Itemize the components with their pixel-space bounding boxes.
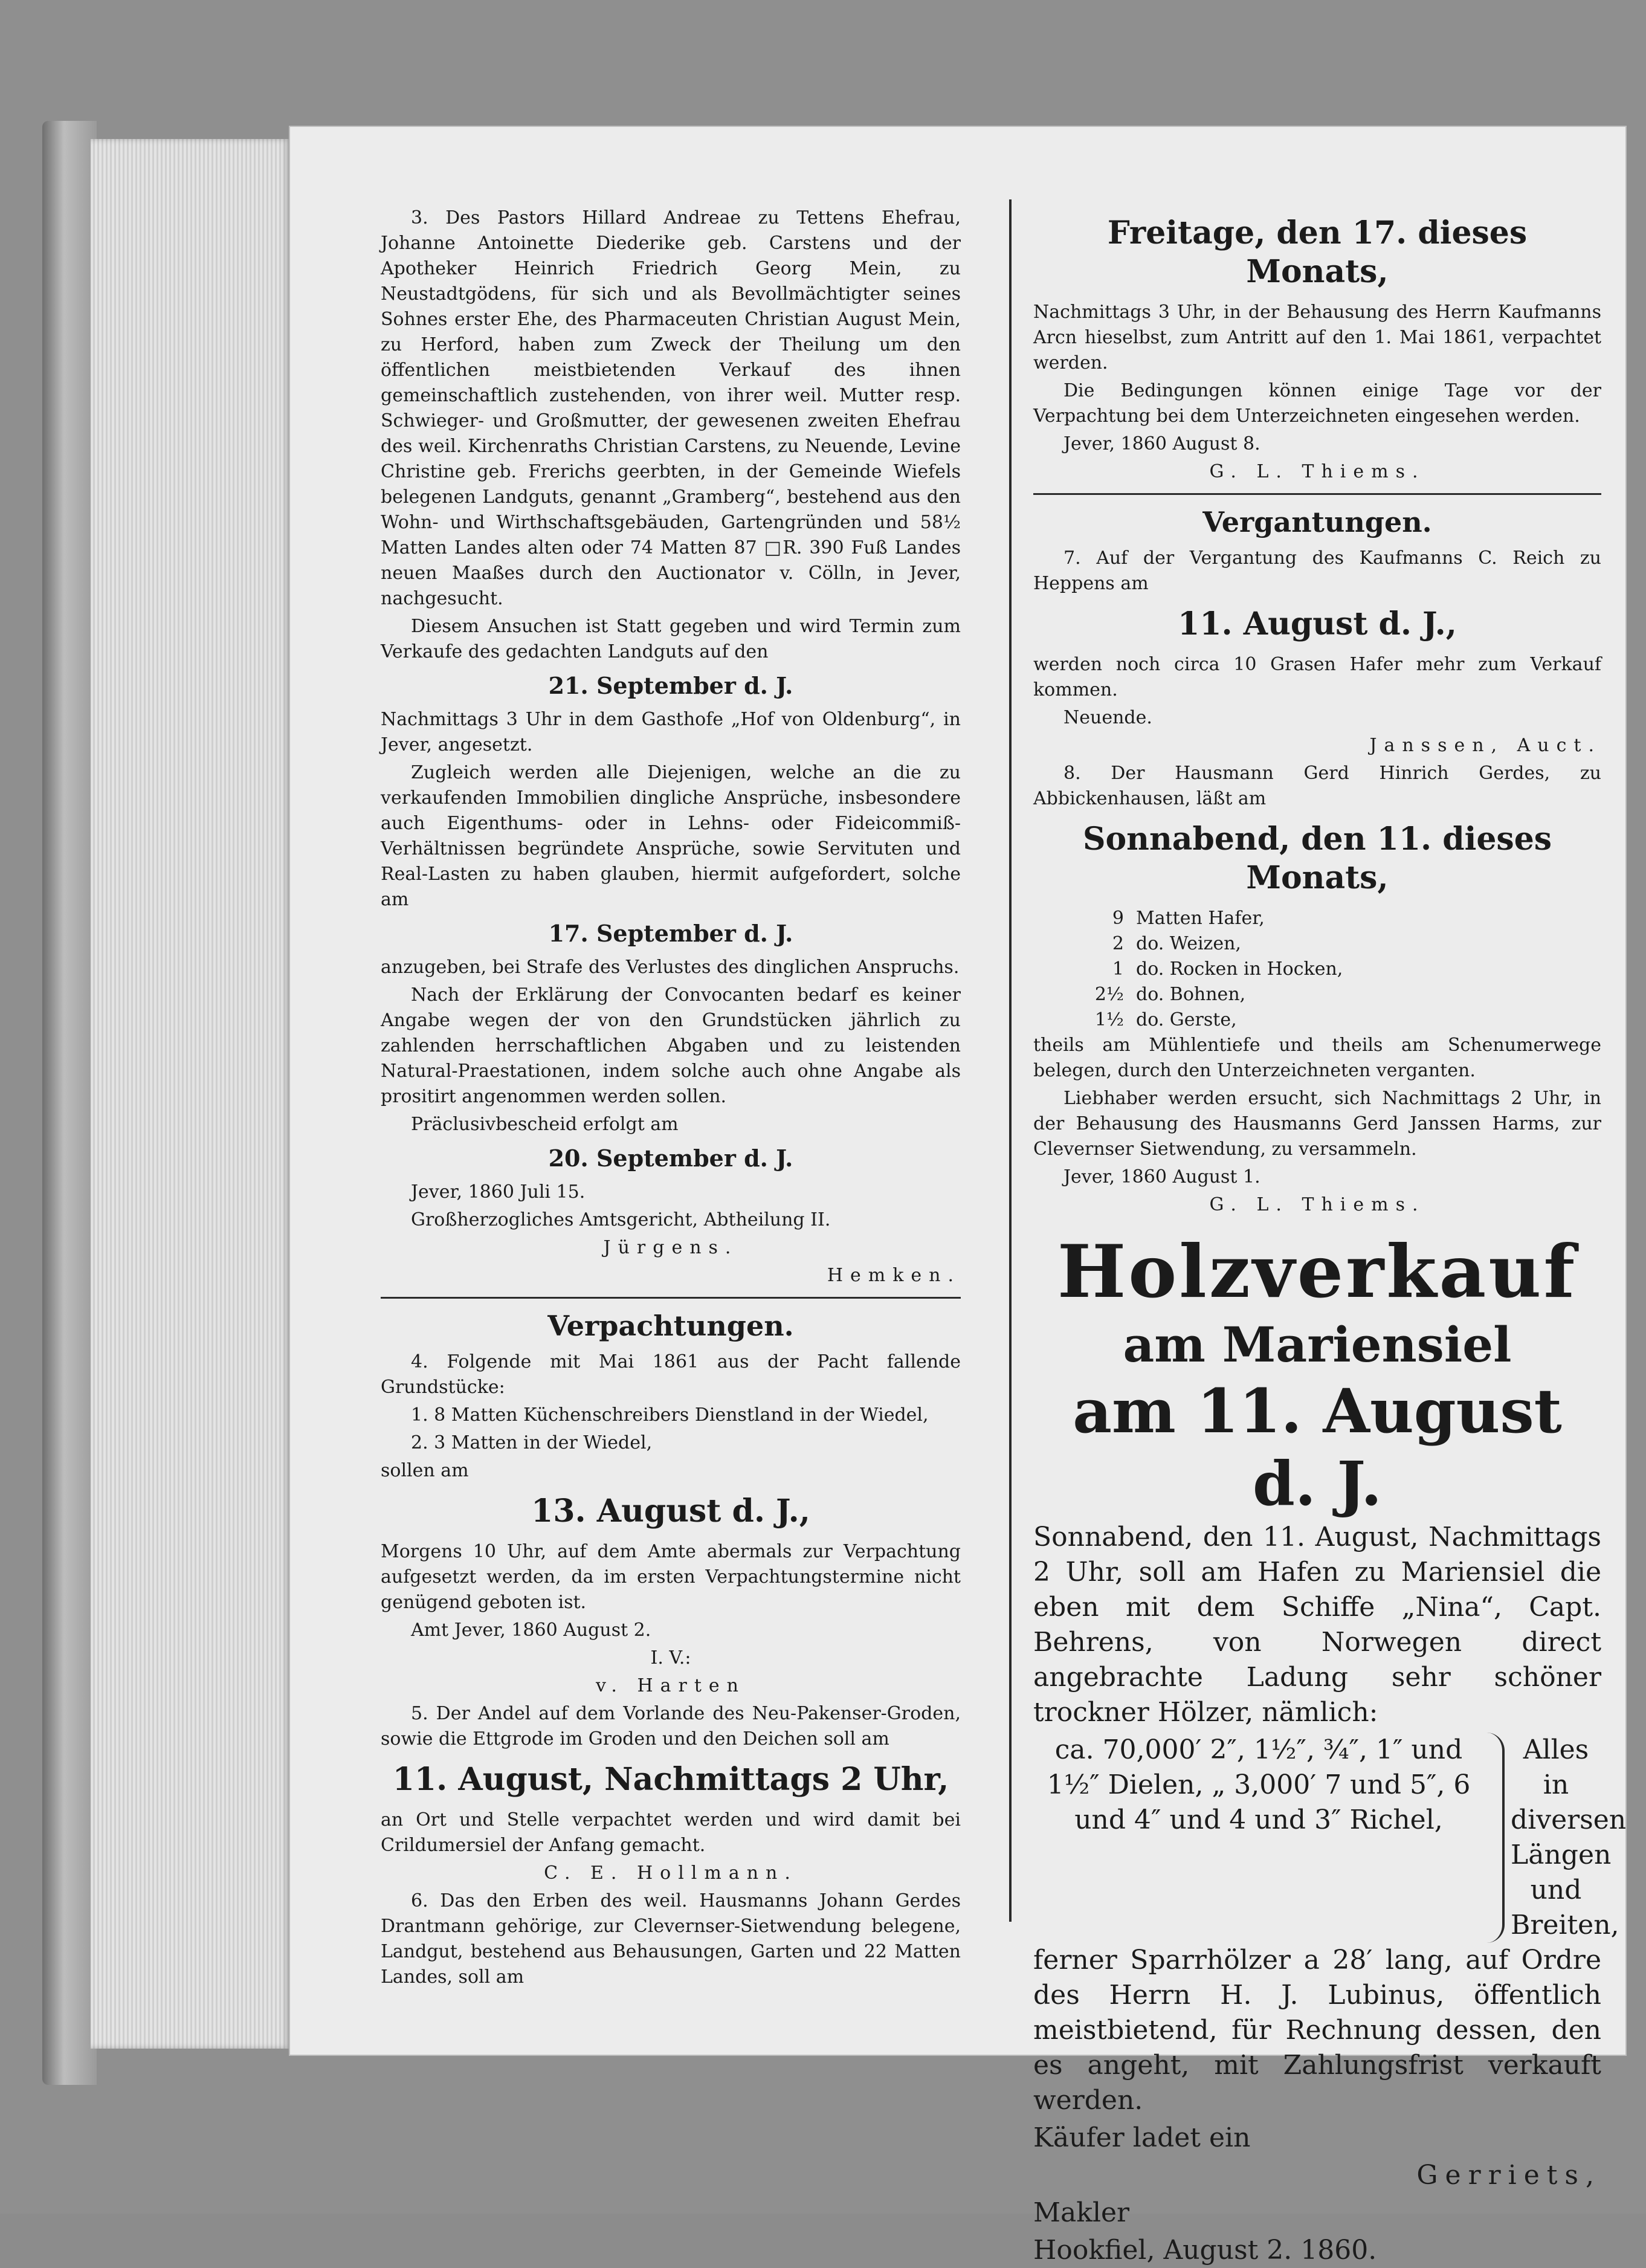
item8-place: Jever, 1860 August 1. [1063, 1166, 1260, 1187]
item8-body2: theils am Mühlentiefe und theils am Schenumerwege belegen, durch den Unterzeichneten verganten. [1033, 1035, 1601, 1081]
newspaper-page [290, 127, 1627, 2266]
item3-place: Jever, 1860 Juli 15. [411, 1181, 586, 1203]
item8-body3: Liebhaber werden ersucht, sich Nachmittags 2 Uhr, in der Behausung des Hausmanns Gerd Janssen Harms, zur Clevernser Sietwendung, zu versammeln. [1033, 1088, 1601, 1160]
holzverkauf-buyer: Käufer ladet ein [1033, 2122, 1251, 2153]
item8-list-text: do. Weizen, [1136, 933, 1241, 954]
item3-date2: 17. September d. J. [548, 920, 793, 947]
right-top-place: Jever, 1860 August 8. [1063, 433, 1260, 454]
item8-list-row [1033, 982, 1601, 1007]
item7-place: Neuende. [1063, 707, 1152, 728]
item4-iv: I. V.: [650, 1647, 691, 1669]
item8-list-row [1033, 931, 1601, 957]
right-top-date: Freitage, den 17. dieses Monats, [1107, 215, 1528, 290]
item4-sig: v. Harten [596, 1675, 746, 1696]
item8-list-text: do. Bohnen, [1136, 984, 1246, 1005]
holzverkauf-body2: ferner Sparrhölzer a 28′ lang, auf Ordre des Herrn H. J. Lubinus, öffentlich meistbietend, für Rechnung dessen, den es angeht, mit Zahlungsfrist verkauft werden. [1033, 1945, 1601, 2116]
item8-list-text: do. Rocken in Hocken, [1136, 958, 1343, 980]
holzverkauf-sig-role: Makler [1033, 2197, 1130, 2228]
item3-para6: Nach der Erklärung der Convocanten bedarf es keiner Angabe wegen der von den Grundstücken jährlich zu zahlenden herrschaftlichen Abgaben und zu leistenden Natural-Praestationen, indem solche auch ohne Angabe als prositirt angenommen werden sollen. [381, 984, 961, 1107]
section-vergantungen: Vergantungen. [1202, 506, 1432, 538]
item8-list-text: do. Gerste, [1136, 1009, 1237, 1030]
brace-icon [1484, 1733, 1505, 1943]
item7-sig: Janssen, Auct. [1369, 735, 1601, 756]
right-top-sig: G. L. Thiems. [1209, 461, 1425, 482]
item8-list [1033, 906, 1601, 1033]
item6-body: 6. Das den Erben des weil. Hausmanns Johann Gerdes Drantmann gehörige, zur Clevernser-Sietwendung belegene, Landgut, bestehend aus Behausungen, Garten und 22 Matten Landes, soll am [381, 1890, 961, 1988]
item3-sig2: Hemken. [827, 1265, 961, 1286]
left-column [381, 205, 961, 1988]
holzverkauf-list-note: Alles in diversen Längen und Breiten, [1511, 1734, 1627, 1940]
right-column [1033, 205, 1627, 2266]
right-top-body: Nachmittags 3 Uhr, in der Behausung des Herrn Kaufmanns Arcn hieselbst, zum Antritt auf den 1. Mai 1861, verpachtet werden. [1033, 302, 1601, 373]
item5-body2: an Ort und Stelle verpachtet werden und wird damit bei Crildumersiel der Anfang gemacht. [381, 1809, 961, 1856]
section-rule [1033, 493, 1601, 495]
holzverkauf-place: Hookfiel, August 2. 1860. [1033, 2235, 1377, 2266]
item3-para4: Zugleich werden alle Diejenigen, welche an die zu verkaufenden Immobilien dingliche Ansprüche, insbesondere auch Eigenthums- oder in Lehns- oder Fideicommiß-Verhältnissen begründete Ansprüche, sowie Servituten und Real-Lasten zu haben glauben, hiermit aufgefordert, solche am [381, 762, 961, 910]
holzverkauf-body: Sonnabend, den 11. August, Nachmittags 2 Uhr, soll am Hafen zu Mariensiel die eben mit dem Schiffe „Nina“, Capt. Behrens, von Norwegen direct angebrachte Ladung sehr schöner trockner Hölzer, nämlich: [1033, 1522, 1601, 1728]
item4-place: Amt Jever, 1860 August 2. [411, 1620, 651, 1641]
right-top-body2: Die Bedingungen können einige Tage vor der Verpachtung bei dem Unterzeichneten eingesehen werden. [1033, 380, 1601, 427]
holzverkauf-title: Holzverkauf [1057, 1229, 1578, 1314]
item3-date1: 21. September d. J. [548, 672, 793, 699]
item4-sollen: sollen am [381, 1460, 469, 1481]
section-rule [381, 1297, 961, 1299]
item8-list-text: Matten Hafer, [1136, 908, 1265, 929]
item3-date3: 20. September d. J. [548, 1145, 793, 1172]
item3-para5: anzugeben, bei Strafe des Verlustes des dinglichen Anspruchs. [381, 957, 960, 978]
item8-list-qty: 2 [1112, 933, 1124, 954]
item5-date: 11. August, Nachmittags 2 Uhr, [392, 1761, 949, 1798]
item3-para1: 3. Des Pastors Hillard Andreae zu Tettens Ehefrau, Johanne Antoinette Diederike geb. Carstens und der Apotheker Heinrich Friedrich Georg Mein, zu Neustadtgödens, für sich und als Bevollmächtigter seines Sohnes erster Ehe, des Pharmaceuten Christian August Mein, zu Herford, haben zum Zweck der Theilung um den öffentlichen meistbietenden Verkauf des ihnen gemeinschaftlich zustehenden, von ihrer weil. Mutter resp. Schwieger- und Großmutter, der gewesenen zweiten Ehefrau des weil. Kirchenraths Christian Carstens, zu Neuende, Levine Christine geb. Frerichs geerbten, in der Gemeinde Wiefels belegenen Landguts, genannt „Gramberg“, bestehend aus den Wohn- und Wirthschaftsgebäuden, Gartengründen und 58½ Matten Landes alten oder 74 Matten 87 □R. 390 Fuß Landes neuen Maaßes durch den Auctionator v. Cölln, in Jever, nachgesucht. [381, 207, 961, 609]
item5-body: 5. Der Andel auf dem Vorlande des Neu-Pakenser-Groden, sowie die Ettgrode im Groden und den Deichen soll am [381, 1703, 961, 1749]
holzverkauf-sig: Gerriets, [1416, 2160, 1601, 2191]
item8-body: 8. Der Hausmann Gerd Hinrich Gerdes, zu Abbickenhausen, läßt am [1033, 763, 1601, 809]
item7-body: 7. Auf der Vergantung des Kaufmanns C. Reich zu Heppens am [1033, 548, 1601, 594]
item8-list-qty: 1½ [1094, 1009, 1124, 1030]
item3-court: Großherzogliches Amtsgericht, Abtheilung II. [411, 1209, 831, 1230]
holzverkauf-list [1033, 1733, 1627, 1943]
item8-list-row [1033, 957, 1601, 982]
item8-list-row [1033, 1007, 1601, 1033]
item3-para3: Nachmittags 3 Uhr in dem Gasthofe „Hof von Oldenburg“, in Jever, angesetzt. [381, 709, 961, 755]
item4-date: 13. August d. J., [531, 1493, 810, 1530]
column-divider [1009, 199, 1012, 1922]
book-cover-edge [42, 121, 97, 2085]
page-edges [91, 139, 290, 2049]
item8-list-row [1033, 906, 1601, 931]
item7-body2: werden noch circa 10 Grasen Hafer mehr zum Verkauf kommen. [1033, 654, 1601, 700]
item8-list-qty: 1 [1112, 958, 1124, 980]
holzverkauf-sub1: am Mariensiel [1123, 1316, 1512, 1373]
item4-body: Morgens 10 Uhr, auf dem Amte abermals zur Verpachtung aufgesetzt werden, da im ersten Verpachtungstermine nicht genügend geboten ist. [381, 1541, 961, 1613]
holzverkauf-sub2: am 11. August d. J. [1073, 1375, 1562, 1519]
item4-line2: 2. 3 Matten in der Wiedel, [411, 1432, 653, 1453]
item7-date: 11. August d. J., [1178, 606, 1457, 642]
item8-list-qty: 9 [1112, 908, 1124, 929]
section-verpachtungen: Verpachtungen. [547, 1310, 794, 1342]
item3-para2: Diesem Ansuchen ist Statt gegeben und wird Termin zum Verkaufe des gedachten Landguts auf den [381, 616, 961, 662]
item5-sig: C. E. Hollmann. [544, 1863, 798, 1884]
item4-intro: 4. Folgende mit Mai 1861 aus der Pacht fallende Grundstücke: [381, 1351, 961, 1398]
item3-sig1: Jürgens. [603, 1237, 738, 1258]
item8-date: Sonnabend, den 11. dieses Monats, [1082, 821, 1552, 896]
item8-list-qty: 2½ [1094, 984, 1124, 1005]
holzverkauf-list-items: ca. 70,000′ 2″, 1½″, ¾″, 1″ und 1½″ Dielen, „ 3,000′ 7 und 5″, 6 und 4″ und 4 und 3″ Richel, [1047, 1734, 1471, 1835]
item3-para7: Präclusivbescheid erfolgt am [411, 1114, 679, 1135]
item4-line1: 1. 8 Matten Küchenschreibers Dienstland in der Wiedel, [411, 1404, 929, 1426]
item8-sig: G. L. Thiems. [1209, 1194, 1425, 1215]
